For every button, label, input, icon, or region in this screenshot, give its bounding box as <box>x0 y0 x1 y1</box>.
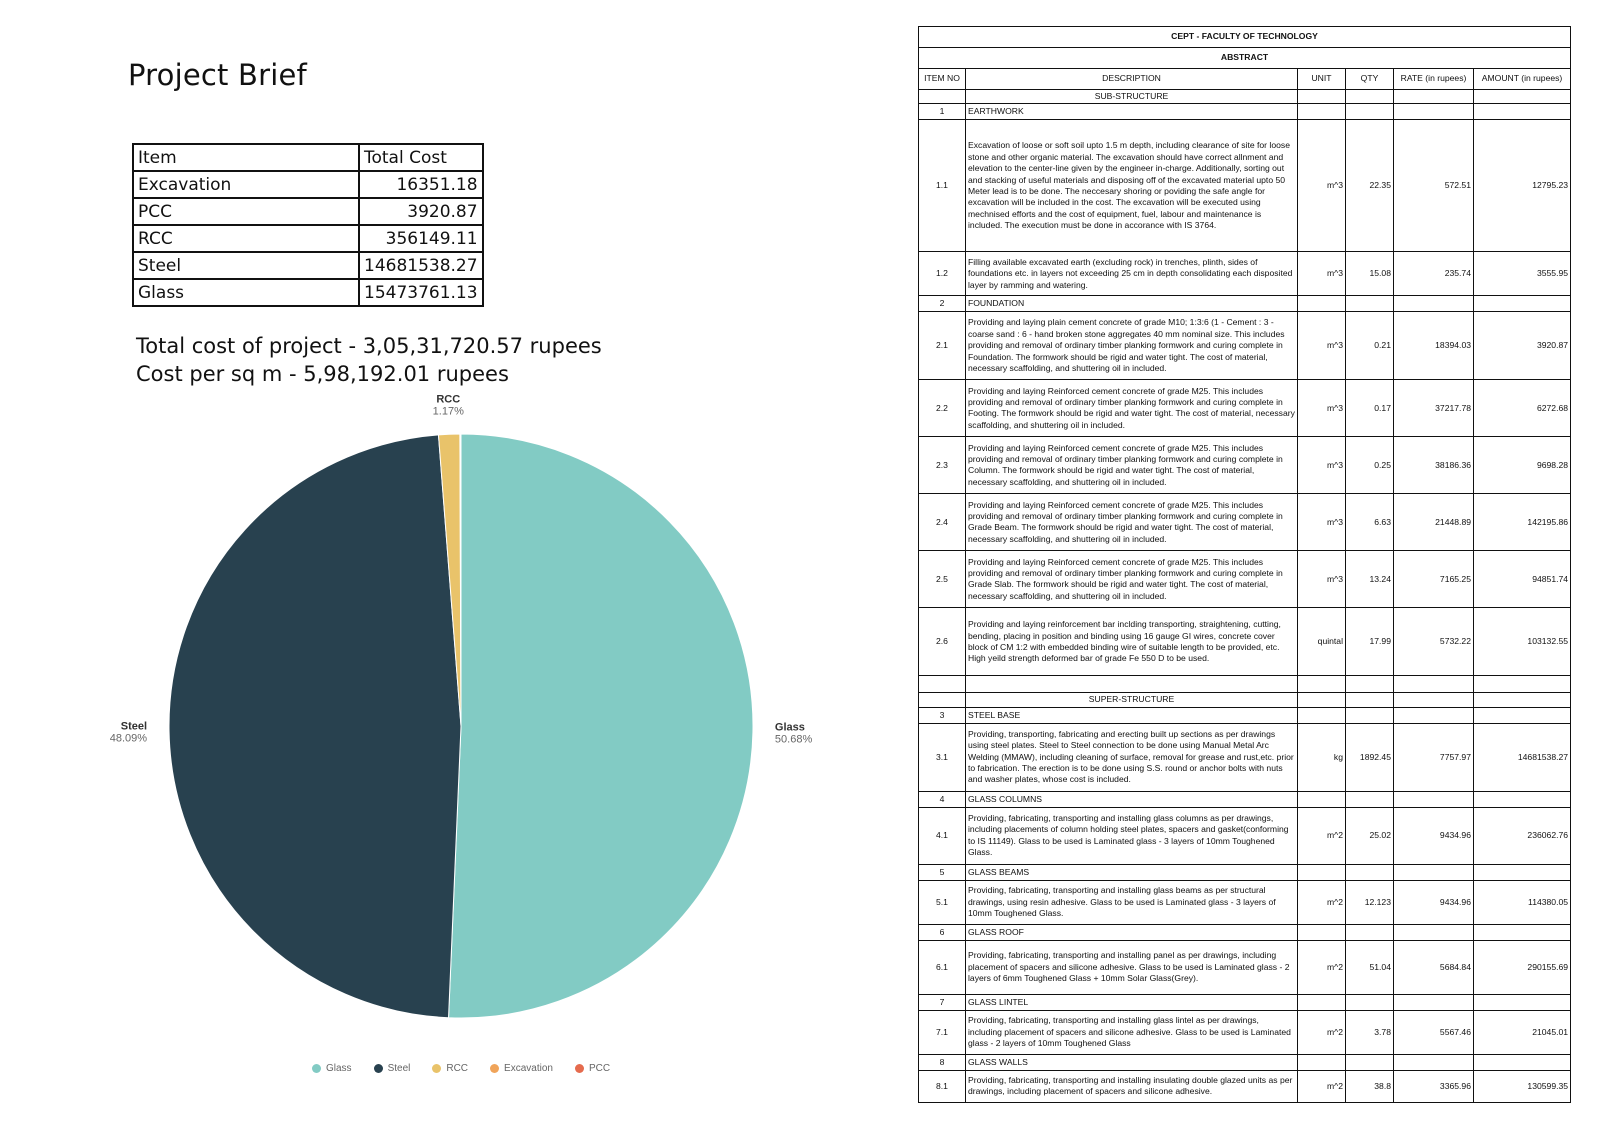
item-description: Providing and laying Reinforced cement concrete of grade M25. This includes providing and removal of ordinary timber planking formwork and curing complete in Grade Slab. The formwork should be rigid and water tight. The cost of material, necessary scaffolding, and shuttering oil in included. <box>966 551 1298 608</box>
item-qty: 38.8 <box>1346 1070 1394 1102</box>
cell-empty <box>1474 924 1571 940</box>
abstract-table <box>918 26 1571 1103</box>
item-row <box>919 1010 1571 1054</box>
cell-empty <box>1346 676 1394 693</box>
legend-label: PCC <box>588 1063 611 1074</box>
cell-empty <box>1394 864 1474 880</box>
legend-swatch <box>312 1064 321 1073</box>
item-description: Providing, fabricating, transporting and installing glass beams as per structural drawings, using resin adhesive. Glass to be used is Laminated glass - 3 layers of 10mm Toughened Glass. <box>966 880 1298 924</box>
group-title: GLASS ROOF <box>966 924 1298 940</box>
legend-item <box>312 1063 352 1074</box>
item-row <box>919 120 1571 252</box>
legend-item <box>490 1063 553 1074</box>
cost-table-row <box>133 225 483 252</box>
group-title: GLASS BEAMS <box>966 864 1298 880</box>
cell-empty <box>1346 864 1394 880</box>
item-amount: 290155.69 <box>1474 940 1571 994</box>
item-no: 2 <box>919 296 966 312</box>
item-qty: 6.63 <box>1346 494 1394 551</box>
cell-empty <box>1346 90 1394 104</box>
section-title: SUPER-STRUCTURE <box>966 693 1298 707</box>
item-qty: 13.24 <box>1346 551 1394 608</box>
item-rate: 9434.96 <box>1394 880 1474 924</box>
abstract-title: ABSTRACT <box>919 48 1571 69</box>
item-amount: 6272.68 <box>1474 380 1571 437</box>
item-amount: 114380.05 <box>1474 880 1571 924</box>
item-no: 4 <box>919 791 966 807</box>
cell-empty <box>919 693 966 707</box>
cell-empty <box>919 90 966 104</box>
item-row <box>919 312 1571 380</box>
item-row <box>919 380 1571 437</box>
pie-slice-glass <box>449 434 753 1018</box>
item-amount: 3920.87 <box>1474 312 1571 380</box>
item-description: Providing, fabricating, transporting and installing panel as per drawings, including placement of spacers and silicone adhesive. Glass to be used is Laminated glass - 2 layers of 6mm Toughened Glass + 10mm Solar Glass(Grey). <box>966 940 1298 994</box>
item-description: Providing and laying reinforcement bar inclding transporting, straightening, cutting, bending, placing in position and binding using 16 gauge GI wires, concrete cover block of CM 1:2 with embedded binding wire of suitable length to be provided, etc. High yeild strength deformed bar of grade Fe 550 D to be used. <box>966 608 1298 676</box>
col-header: ITEM NO <box>919 69 966 90</box>
legend-label: Steel <box>387 1063 411 1074</box>
item-unit: m^2 <box>1298 940 1346 994</box>
item-amount: 3555.95 <box>1474 252 1571 296</box>
group-title: FOUNDATION <box>966 296 1298 312</box>
item-unit: m^3 <box>1298 312 1346 380</box>
item-rate: 9434.96 <box>1394 807 1474 864</box>
item-description: Excavation of loose or soft soil upto 1.5 m depth, including clearance of site for loose stone and other organic material. The excavation should have correct allnment and elevation to the center-line given by the engineer in-charge. Additionally, sorting out and stacking of useful materials and disposing off of the excavated material upto 50 Meter lead is to be done. The neccesary shoring or poviding the safe angle for excavation will be included in the cost. The excavation will be executed using mechnised efforts and the cost of equipment, fuel, labour and maintenance is included. The execution must be done in accorance with IS 3764. <box>966 120 1298 252</box>
cell-empty <box>1346 707 1394 723</box>
item-qty: 3.78 <box>1346 1010 1394 1054</box>
item-no: 4.1 <box>919 807 966 864</box>
item-rate: 5567.46 <box>1394 1010 1474 1054</box>
item-unit: m^3 <box>1298 380 1346 437</box>
item-name: RCC <box>133 225 359 252</box>
cell-empty <box>1298 791 1346 807</box>
item-unit: quintal <box>1298 608 1346 676</box>
slice-percent: 48.09% <box>109 732 148 745</box>
cell-empty <box>1298 1054 1346 1070</box>
cell-empty <box>1298 104 1346 120</box>
item-no: 1 <box>919 104 966 120</box>
cell-empty <box>1346 693 1394 707</box>
group-row <box>919 104 1571 120</box>
item-qty: 51.04 <box>1346 940 1394 994</box>
item-rate: 7757.97 <box>1394 723 1474 791</box>
legend-label: Excavation <box>504 1063 553 1074</box>
item-rate: 235.74 <box>1394 252 1474 296</box>
col-header: AMOUNT (in rupees) <box>1474 69 1571 90</box>
group-row <box>919 296 1571 312</box>
item-row <box>919 807 1571 864</box>
legend-swatch <box>432 1064 441 1073</box>
pie-slice-steel <box>169 435 461 1018</box>
item-amount: 94851.74 <box>1474 551 1571 608</box>
cell-empty <box>1394 1054 1474 1070</box>
item-amount: 130599.35 <box>1474 1070 1571 1102</box>
item-description: Providing, fabricating, transporting and installing insulating double glazed units as per drawings, including placement of spacers and silicone adhesive. <box>966 1070 1298 1102</box>
col-header: UNIT <box>1298 69 1346 90</box>
cell-empty <box>1394 104 1474 120</box>
slice-label: Steel <box>120 720 148 733</box>
item-no: 7 <box>919 994 966 1010</box>
cost-per-sqm: Cost per sq m - 5,98,192.01 rupees <box>136 362 509 386</box>
item-qty: 0.25 <box>1346 437 1394 494</box>
cell-empty <box>919 676 966 693</box>
item-qty: 1892.45 <box>1346 723 1394 791</box>
cell-empty <box>1474 676 1571 693</box>
item-qty: 25.02 <box>1346 807 1394 864</box>
item-amount: 142195.86 <box>1474 494 1571 551</box>
page-title: Project Brief <box>128 58 307 92</box>
abstract-header-row <box>919 69 1571 90</box>
group-title: STEEL BASE <box>966 707 1298 723</box>
item-unit: m^2 <box>1298 880 1346 924</box>
item-row <box>919 252 1571 296</box>
legend-label: RCC <box>446 1063 469 1074</box>
item-unit: m^2 <box>1298 1010 1346 1054</box>
total-project-cost: Total cost of project - 3,05,31,720.57 rupees <box>136 334 602 358</box>
item-unit: m^2 <box>1298 807 1346 864</box>
cell-empty <box>1474 90 1571 104</box>
cell-empty <box>1298 864 1346 880</box>
cell-empty <box>1394 296 1474 312</box>
item-description: Filling available excavated earth (excluding rock) in trenches, plinth, sides of foundations etc. in layers not exceeding 25 cm in depth consolidating each disposited layer by ramming and watering. <box>966 252 1298 296</box>
cost-pie-chart <box>0 393 900 1050</box>
item-unit: m^3 <box>1298 120 1346 252</box>
cell-empty <box>1298 676 1346 693</box>
item-no: 2.1 <box>919 312 966 380</box>
col-header-item: Item <box>133 144 359 171</box>
item-no: 6 <box>919 924 966 940</box>
cell-empty <box>1298 924 1346 940</box>
item-description: Providing, fabricating, transporting and installing glass columns as per drawings, including placements of column holding steel plates, spacers and gasket(conforming to IS 11149). Glass to be used is Laminated glass - 3 layers of 10mm Toughened Glass. <box>966 807 1298 864</box>
cell-empty <box>1474 791 1571 807</box>
cell-empty <box>1346 994 1394 1010</box>
item-qty: 17.99 <box>1346 608 1394 676</box>
item-cost: 16351.18 <box>359 171 483 198</box>
item-rate: 5732.22 <box>1394 608 1474 676</box>
item-name: Excavation <box>133 171 359 198</box>
item-rate: 3365.96 <box>1394 1070 1474 1102</box>
item-rate: 5684.84 <box>1394 940 1474 994</box>
slice-percent: 1.17% <box>432 405 464 418</box>
item-no: 6.1 <box>919 940 966 994</box>
legend-item <box>575 1063 610 1074</box>
group-title: GLASS WALLS <box>966 1054 1298 1070</box>
item-row <box>919 1070 1571 1102</box>
cell-empty <box>1346 296 1394 312</box>
cell-empty <box>1346 924 1394 940</box>
cell-empty <box>1394 994 1474 1010</box>
slice-label: Glass <box>774 721 805 734</box>
item-cost: 3920.87 <box>359 198 483 225</box>
cell-empty <box>1394 791 1474 807</box>
legend-label: Glass <box>326 1063 352 1074</box>
group-row <box>919 791 1571 807</box>
item-cost: 356149.11 <box>359 225 483 252</box>
cell-empty <box>1298 296 1346 312</box>
cell-empty <box>1394 676 1474 693</box>
legend-item <box>432 1063 468 1074</box>
col-header: RATE (in rupees) <box>1394 69 1474 90</box>
item-unit: m^3 <box>1298 494 1346 551</box>
item-no: 2.5 <box>919 551 966 608</box>
item-unit: m^3 <box>1298 551 1346 608</box>
cell-empty <box>966 676 1298 693</box>
cost-summary-table <box>132 143 484 307</box>
item-no: 5 <box>919 864 966 880</box>
item-amount: 103132.55 <box>1474 608 1571 676</box>
item-unit: m^3 <box>1298 252 1346 296</box>
item-rate: 21448.89 <box>1394 494 1474 551</box>
item-description: Providing and laying plain cement concrete of grade M10; 1:3:6 (1 - Cement : 3 - coarse sand : 6 - hand broken stone aggregates 40 mm nominal size. This includes providing and removal of ordinary timber planking formwork and curing complete in Foundation. The formwork should be rigid and water tight. The cost of material, necessary scaffolding, and shuttering oil in included. <box>966 312 1298 380</box>
cell-empty <box>1474 693 1571 707</box>
item-unit: m^2 <box>1298 1070 1346 1102</box>
item-row <box>919 880 1571 924</box>
item-description: Providing, transporting, fabricating and erecting built up sections as per drawings using steel plates. Steel to Steel connection to be done using Manual Metal Arc Welding (MMAW), including cleaning of surface, removal for grease and rust,etc. prior to fabrication. The erection is to be done using S.S. round or anchor bolts with nuts and washer plates, whose cost is included. <box>966 723 1298 791</box>
item-name: Glass <box>133 279 359 306</box>
item-amount: 9698.28 <box>1474 437 1571 494</box>
group-row <box>919 924 1571 940</box>
item-no: 5.1 <box>919 880 966 924</box>
item-row <box>919 608 1571 676</box>
section-row <box>919 90 1571 104</box>
section-row <box>919 693 1571 707</box>
item-description: Providing, fabricating, transporting and installing glass lintel as per drawings, including placement of spacers and silicone adhesive. Glass to be used is Laminated glass - 2 layers of 10mm Toughened Glass <box>966 1010 1298 1054</box>
item-amount: 14681538.27 <box>1474 723 1571 791</box>
item-cost: 14681538.27 <box>359 252 483 279</box>
cell-empty <box>1298 90 1346 104</box>
item-row <box>919 494 1571 551</box>
cell-empty <box>1346 1054 1394 1070</box>
item-no: 2.3 <box>919 437 966 494</box>
cell-empty <box>1298 707 1346 723</box>
item-no: 2.4 <box>919 494 966 551</box>
item-qty: 0.21 <box>1346 312 1394 380</box>
cell-empty <box>1394 924 1474 940</box>
item-name: Steel <box>133 252 359 279</box>
group-title: EARTHWORK <box>966 104 1298 120</box>
cell-empty <box>1394 90 1474 104</box>
cell-empty <box>1394 693 1474 707</box>
slice-percent: 50.68% <box>774 733 813 746</box>
abstract-org: CEPT - FACULTY OF TECHNOLOGY <box>919 27 1571 48</box>
item-qty: 0.17 <box>1346 380 1394 437</box>
col-header-total: Total Cost <box>359 144 483 171</box>
cost-table-row <box>133 279 483 306</box>
legend-swatch <box>490 1064 499 1073</box>
cell-empty <box>1298 693 1346 707</box>
cell-empty <box>1474 104 1571 120</box>
item-row <box>919 551 1571 608</box>
cell-empty <box>1474 1054 1571 1070</box>
group-row <box>919 707 1571 723</box>
section-title: SUB-STRUCTURE <box>966 90 1298 104</box>
cell-empty <box>1346 104 1394 120</box>
item-rate: 37217.78 <box>1394 380 1474 437</box>
item-no: 3.1 <box>919 723 966 791</box>
legend-item <box>374 1063 411 1074</box>
item-no: 3 <box>919 707 966 723</box>
item-rate: 18394.03 <box>1394 312 1474 380</box>
group-row <box>919 864 1571 880</box>
cell-empty <box>1474 296 1571 312</box>
col-header: QTY <box>1346 69 1394 90</box>
item-no: 1.2 <box>919 252 966 296</box>
cell-empty <box>1298 994 1346 1010</box>
cell-empty <box>1474 707 1571 723</box>
item-description: Providing and laying Reinforced cement concrete of grade M25. This includes providing and removal of ordinary timber planking formwork and curing complete in Column. The formwork should be rigid and water tight. The cost of material, necessary scaffolding, and shuttering oil in included. <box>966 437 1298 494</box>
item-row <box>919 723 1571 791</box>
item-amount: 21045.01 <box>1474 1010 1571 1054</box>
item-qty: 12.123 <box>1346 880 1394 924</box>
cost-table-row <box>133 171 483 198</box>
item-description: Providing and laying Reinforced cement concrete of grade M25. This includes providing and removal of ordinary timber planking formwork and curing complete in Footing. The formwork should be rigid and water tight. The cost of material, necessary scaffolding, and shuttering oil in included. <box>966 380 1298 437</box>
cost-table-row <box>133 252 483 279</box>
item-no: 2.2 <box>919 380 966 437</box>
cell-empty <box>1474 994 1571 1010</box>
group-title: GLASS COLUMNS <box>966 791 1298 807</box>
legend-swatch <box>575 1064 584 1073</box>
item-description: Providing and laying Reinforced cement concrete of grade M25. This includes providing and removal of ordinary timber planking formwork and curing complete in Grade Beam. The formwork should be rigid and water tight. The cost of material, necessary scaffolding, and shuttering oil in included. <box>966 494 1298 551</box>
item-amount: 12795.23 <box>1474 120 1571 252</box>
slice-label: RCC <box>436 393 461 406</box>
cell-empty <box>1346 791 1394 807</box>
item-qty: 22.35 <box>1346 120 1394 252</box>
cost-table-header <box>133 144 483 171</box>
legend-swatch <box>374 1064 383 1073</box>
item-row <box>919 437 1571 494</box>
blank-row <box>919 676 1571 693</box>
cell-empty <box>1474 864 1571 880</box>
item-no: 8.1 <box>919 1070 966 1102</box>
item-rate: 7165.25 <box>1394 551 1474 608</box>
item-no: 8 <box>919 1054 966 1070</box>
item-row <box>919 940 1571 994</box>
item-qty: 15.08 <box>1346 252 1394 296</box>
pie-legend <box>312 1063 610 1074</box>
item-no: 2.6 <box>919 608 966 676</box>
item-unit: m^3 <box>1298 437 1346 494</box>
item-no: 1.1 <box>919 120 966 252</box>
item-amount: 236062.76 <box>1474 807 1571 864</box>
item-rate: 572.51 <box>1394 120 1474 252</box>
item-no: 7.1 <box>919 1010 966 1054</box>
item-cost: 15473761.13 <box>359 279 483 306</box>
col-header: DESCRIPTION <box>966 69 1298 90</box>
cost-table-row <box>133 198 483 225</box>
group-row <box>919 1054 1571 1070</box>
item-rate: 38186.36 <box>1394 437 1474 494</box>
group-row <box>919 994 1571 1010</box>
item-name: PCC <box>133 198 359 225</box>
cell-empty <box>1394 707 1474 723</box>
group-title: GLASS LINTEL <box>966 994 1298 1010</box>
item-unit: kg <box>1298 723 1346 791</box>
